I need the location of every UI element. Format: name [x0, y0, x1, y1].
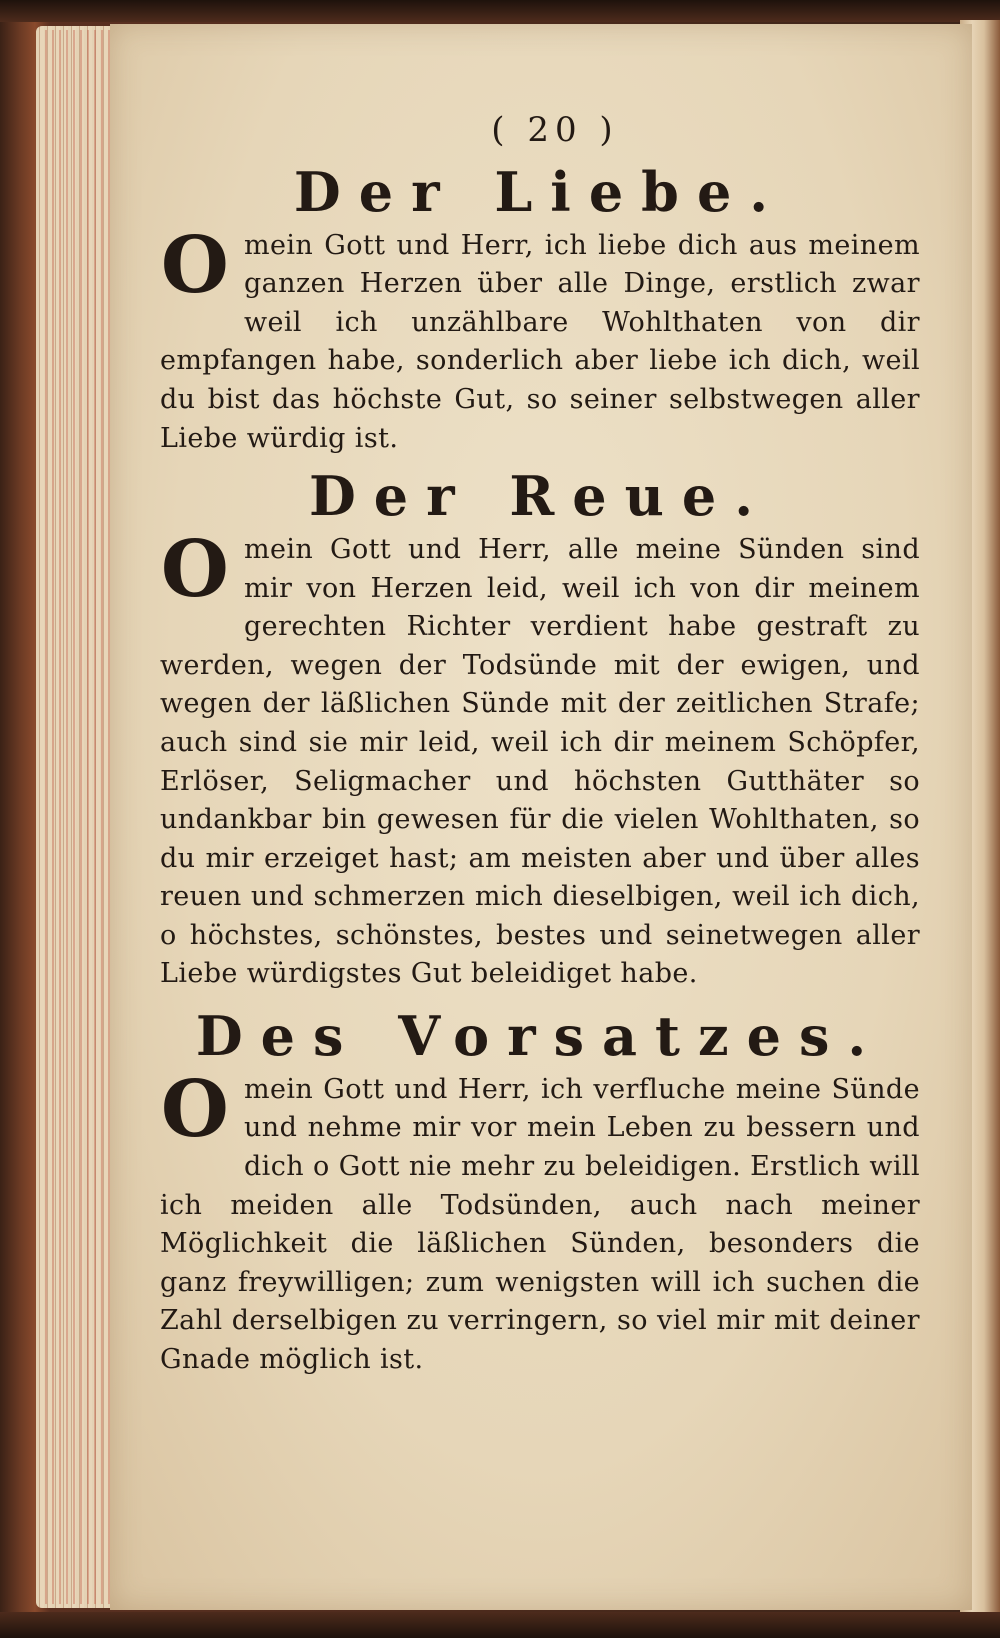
section-heading-liebe: Der Liebe.: [293, 160, 787, 224]
drop-cap-initial: O: [160, 523, 230, 615]
book-cover-top: [0, 0, 1000, 22]
drop-cap-initial: O: [160, 1063, 230, 1155]
book-cover-bottom: [0, 1612, 1000, 1638]
paragraph-text: mein Gott und Herr, ich liebe dich aus meinem ganzen Herzen über alle Dinge, erstlich zwar weil ich unzählbare Wohlthaten von dir empfangen habe, sonderlich aber liebe ich dich, weil du bist das höchste Gut, so seiner selbstwegen aller Liebe würdig ist.: [160, 229, 920, 454]
section-paragraph-vorsatz: [160, 1063, 920, 1380]
page-number: ( 20 ): [491, 110, 619, 150]
drop-cap-initial: O: [160, 219, 230, 311]
paragraph-text: mein Gott und Herr, alle meine Sünden sind mir von Herzen leid, weil ich von dir meinem gerechten Richter verdient habe gestraft zu werden, wegen der Todsünde mit der ewigen, und wegen der läßlichen Sünde mit der zeitlichen Strafe; auch sind sie mir leid, weil ich dir meinem Schöpfer, Erlöser, Seligmacher und höchsten Gutthäter so undankbar bin gewesen für die vielen Wohlthaten, so du mir erzeiget hast; am meisten aber und über alles reuen und schmerzen mich dieselbigen, weil ich dich, o höchstes, schönstes, bestes und seinetwegen aller Liebe würdigstes Gut beleidiget habe.: [160, 533, 920, 990]
section-paragraph-reue: [160, 523, 920, 994]
paragraph-text: mein Gott und Herr, ich verfluche meine Sünde und nehme mir vor mein Leben zu bessern und dich o Gott nie mehr zu beleidigen. Erstlich will ich meiden alle Todsünden, auch nach meiner Möglichkeit die läßlichen Sünden, besonders die ganz freywilligen; zum wenigsten will ich suchen die Zahl derselbigen zu verringern, so viel mir mit deiner Gnade möglich ist.: [160, 1073, 920, 1375]
section-heading-reue: Der Reue.: [308, 464, 772, 529]
section-heading-vorsatz: Des Vorsatzes.: [195, 1004, 885, 1069]
section-paragraph-liebe: [160, 219, 920, 459]
page-content: [160, 110, 920, 1386]
